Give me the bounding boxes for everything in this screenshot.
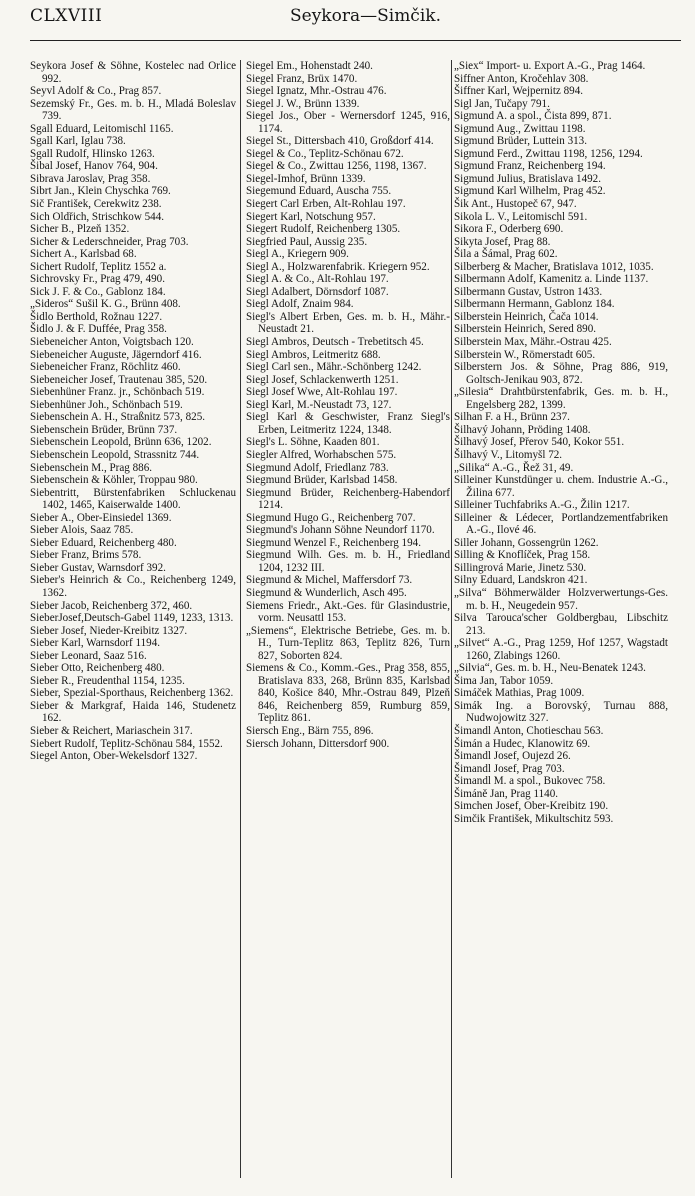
directory-entry: Šilhavý Josef, Přerov 540, Kokor 551. xyxy=(454,436,625,449)
directory-entry: Silbermann Gustav, Ustron 1433. xyxy=(454,285,603,298)
directory-entry: Sič František, Cerekwitz 238. xyxy=(30,198,162,211)
directory-entry: Siegl A., Holzwarenfabrik. Kriegern 952. xyxy=(246,260,430,273)
directory-entry: Šila a Šámal, Prag 602. xyxy=(454,248,558,261)
directory-entry: Silhan F. a H., Brünn 237. xyxy=(454,411,570,424)
directory-entry: Siegel Anton, Ober-Wekelsdorf 1327. xyxy=(30,750,198,763)
directory-entry: Siegmund Brüder, Reichenberg-Habendorf 1214. xyxy=(246,486,450,512)
directory-entry: Siebert Rudolf, Teplitz-Schönau 584, 1552. xyxy=(30,737,223,750)
directory-entry: Šima Jan, Tabor 1059. xyxy=(454,674,554,687)
directory-entry: „Silva“ Böhmerwälder Holzverwertungs-Ges. m. b. H., Neugedein 957. xyxy=(454,586,668,612)
directory-entry: Siegl's Albert Erben, Ges. m. b. H., Mähr.-Neustadt 21. xyxy=(246,310,450,336)
directory-entry: Siemens & Co., Komm.-Ges., Prag 358, 855, Bratislava 833, 268, Brünn 835, Karlsbad 840, Košice 840, Mhr.-Ostrau 849, Plzeň 846, Reichenberg 859, Rumburg 859, Teplitz 861. xyxy=(246,662,450,725)
directory-entry: Siebenhüner Franz. jr., Schönbach 519. xyxy=(30,386,205,399)
directory-entry: SieberJosef,Deutsch-Gabel 1149, 1233, 1313. xyxy=(30,612,234,625)
directory-entry: Siebenschein Leopold, Strassnitz 744. xyxy=(30,448,200,461)
directory-entry: Silling & Knoflíček, Prag 158. xyxy=(454,549,591,562)
directory-entry: Siebenschein M., Prag 886. xyxy=(30,461,153,474)
directory-entry: Sieber Jacob, Reichenberg 372, 460. xyxy=(30,599,193,612)
directory-entry: Siebenschein Brüder, Brünn 737. xyxy=(30,423,178,436)
directory-entry: Siegl A., Kriegern 909. xyxy=(246,248,349,261)
directory-entry: Šimán a Hudec, Klanowitz 69. xyxy=(454,737,591,750)
directory-entry: „Siemens“, Elektrische Betriebe, Ges. m. b. H., Turn-Teplitz 863, Teplitz 826, Turn 827, Soborten 824. xyxy=(246,624,450,662)
directory-entry: Siegl Ambros, Deutsch - Trebetitsch 45. xyxy=(246,336,424,349)
directory-entry: Siebenschein Leopold, Brünn 636, 1202. xyxy=(30,436,212,449)
directory-entry: Sgall Rudolf, Hlinsko 1263. xyxy=(30,147,155,160)
directory-entry: Šimandl M. a spol., Bukovec 758. xyxy=(454,775,606,788)
directory-entry: Sigmund Franz, Reichenberg 194. xyxy=(454,160,606,173)
directory-entry: Silleiner Kunstdünger u. chem. Industrie A.-G., Žilina 677. xyxy=(454,474,668,499)
directory-entry: Siegler Alfred, Worhabschen 575. xyxy=(246,448,397,461)
directory-entry: Sieber Otto, Reichenberg 480. xyxy=(30,662,165,675)
directory-column-3 xyxy=(454,60,668,1178)
directory-entry: Sgall Karl, Iglau 738. xyxy=(30,135,126,148)
directory-entry: Siegel Franz, Brüx 1470. xyxy=(246,72,358,85)
directory-entry: Siebentritt, Bürstenfabriken Schluckenau 1402, 1465, Kaiserwalde 1400. xyxy=(30,486,236,512)
directory-entry: Siemens Friedr., Akt.-Ges. für Glasindustrie, vorm. Neusattl 153. xyxy=(246,599,450,625)
directory-entry: Sieber Karl, Warnsdorf 1194. xyxy=(30,637,161,650)
directory-entry: Siegert Karl, Notschung 957. xyxy=(246,210,376,223)
directory-entry: Sieber Josef, Nieder-Kreibitz 1327. xyxy=(30,624,188,637)
directory-column-2 xyxy=(246,60,450,1178)
directory-entry: Siegel-Imhof, Brünn 1339. xyxy=(246,172,366,185)
directory-entry: Sieber R., Freudenthal 1154, 1235. xyxy=(30,674,185,687)
directory-entry: „Silvia“, Ges. m. b. H., Neu-Benatek 1243. xyxy=(454,662,646,675)
directory-entry: Siegel & Co., Zwittau 1256, 1198, 1367. xyxy=(246,160,427,173)
directory-entry: Siersch Johann, Dittersdorf 900. xyxy=(246,737,390,750)
directory-entry: „Sideros“ Sušil K. G., Brünn 408. xyxy=(30,298,181,311)
directory-entry: Sick J. F. & Co., Gablonz 184. xyxy=(30,285,166,298)
directory-entry: Šidlo Berthold, Rožnau 1227. xyxy=(30,310,163,323)
directory-entry: Silberstein W., Römerstadt 605. xyxy=(454,348,596,361)
directory-entry: Siegemund Eduard, Auscha 755. xyxy=(246,185,392,198)
directory-entry: Siegl Ambros, Leitmeritz 688. xyxy=(246,348,381,361)
directory-entry: Seykora Josef & Söhne, Kostelec nad Orlice 992. xyxy=(30,60,236,85)
directory-entry: Siegel St., Dittersbach 410, Großdorf 414. xyxy=(246,135,434,148)
page-number: CLXVIII xyxy=(30,6,103,26)
directory-entry: Siebeneicher Josef, Trautenau 385, 520. xyxy=(30,373,208,386)
directory-entry: Siegel Ignatz, Mhr.-Ostrau 476. xyxy=(246,85,387,98)
directory-entry: Siegfried Paul, Aussig 235. xyxy=(246,235,368,248)
directory-entry: Sillingrová Marie, Jinetz 530. xyxy=(454,561,587,574)
directory-entry: Sigmund Aug., Zwittau 1198. xyxy=(454,122,586,135)
directory-entry: Seyvl Adolf & Co., Prag 857. xyxy=(30,85,162,98)
column-divider xyxy=(451,60,452,1178)
directory-entry: Siegl A. & Co., Alt-Rohlau 197. xyxy=(246,273,389,286)
directory-entry: Siegert Rudolf, Reichenberg 1305. xyxy=(246,223,401,236)
directory-entry: Sikyta Josef, Prag 88. xyxy=(454,235,551,248)
directory-entry: Sieber A., Ober-Einsiedel 1369. xyxy=(30,511,172,524)
directory-entry: Sichert Rudolf, Teplitz 1552 a. xyxy=(30,260,167,273)
directory-entry: Sieber Franz, Brims 578. xyxy=(30,549,142,562)
directory-entry: Sieber Leonard, Saaz 516. xyxy=(30,649,147,662)
directory-entry: Šilhavý Johann, Pröding 1408. xyxy=(454,423,591,436)
directory-entry: „Siex“ Import- u. Export A.-G., Prag 1464. xyxy=(454,60,646,72)
directory-entry: Siegl Karl, M.-Neustadt 73, 127. xyxy=(246,398,392,411)
directory-entry: Sieber Gustav, Warnsdorf 392. xyxy=(30,561,166,574)
directory-entry: Sieber Alois, Saaz 785. xyxy=(30,524,134,537)
directory-entry: Siegmund Brüder, Karlsbad 1458. xyxy=(246,474,398,487)
directory-entry: Šimandl Josef, Oujezd 26. xyxy=(454,750,571,763)
directory-entry: Siegmund Adolf, Friedlanz 783. xyxy=(246,461,389,474)
directory-entry: Šik Ant., Hustopeč 67, 947. xyxy=(454,198,577,211)
directory-entry: Silberberg & Macher, Bratislava 1012, 1035. xyxy=(454,260,654,273)
directory-entry: Silva Tarouca'scher Goldbergbau, Libschitz 213. xyxy=(454,612,668,637)
directory-entry: Sigl Jan, Tučapy 791. xyxy=(454,97,550,110)
page-header xyxy=(30,6,681,34)
directory-entry: Siffner Anton, Kročehlav 308. xyxy=(454,72,589,85)
directory-entry: Simáček Mathias, Prag 1009. xyxy=(454,687,585,700)
directory-entry: Siegmund's Johann Söhne Neundorf 1170. xyxy=(246,524,435,537)
directory-entry: Siegmund Wenzel F., Reichenberg 194. xyxy=(246,536,421,549)
directory-entry: Sichrovsky Fr., Prag 479, 490. xyxy=(30,273,165,286)
header-rule xyxy=(30,40,681,41)
directory-entry: Silberstern Jos. & Söhne, Prag 886, 919, Goltsch-Jenikau 903, 872. xyxy=(454,361,668,386)
directory-entry: Šiffner Karl, Wejpernitz 894. xyxy=(454,85,584,98)
directory-entry: Siebenschein & Köhler, Troppau 980. xyxy=(30,474,198,487)
directory-entry: Siegel J. W., Brünn 1339. xyxy=(246,97,360,110)
directory-entry: Šibal Josef, Hanov 764, 904. xyxy=(30,160,158,173)
directory-entry: Silberstein Heinrich, Sered 890. xyxy=(454,323,597,336)
directory-entry: Siegmund Hugo G., Reichenberg 707. xyxy=(246,511,416,524)
directory-entry: Sibrava Jaroslav, Prag 358. xyxy=(30,172,151,185)
directory-entry: Siegel Em., Hohenstadt 240. xyxy=(246,60,373,72)
directory-entry: Sieber & Markgraf, Haida 146, Studenetz 162. xyxy=(30,699,236,725)
directory-entry: Siersch Eng., Bärn 755, 896. xyxy=(246,724,374,737)
directory-entry: Sezemský Fr., Ges. m. b. H., Mladá Boleslav 739. xyxy=(30,97,236,123)
directory-entry: Siegl Josef Wwe, Alt-Rohlau 197. xyxy=(246,386,398,399)
directory-entry: Sieber's Heinrich & Co., Reichenberg 1249, 1362. xyxy=(30,574,236,599)
directory-entry: Silberstein Max, Mähr.-Ostrau 425. xyxy=(454,336,612,349)
directory-entry: Šimandl Anton, Chotieschau 563. xyxy=(454,724,604,737)
directory-entry: Sikola L. V., Leitomischl 591. xyxy=(454,210,588,223)
directory-entry: Silleiner & Lédecer, Portlandzementfabriken A.-G., Ilové 46. xyxy=(454,511,668,537)
directory-entry: Sich Oldřich, Strischkow 544. xyxy=(30,210,165,223)
directory-entry: Sichert A., Karlsbad 68. xyxy=(30,248,137,261)
directory-entry: Siegmund & Wunderlich, Asch 495. xyxy=(246,586,407,599)
directory-entry: Sigmund Ferd., Zwittau 1198, 1256, 1294. xyxy=(454,147,643,160)
directory-entry: Silbermann Adolf, Kamenitz a. Linde 1137. xyxy=(454,273,649,286)
directory-entry: Siller Johann, Gossengrün 1262. xyxy=(454,536,599,549)
directory-entry: Siegl Josef, Schlackenwerth 1251. xyxy=(246,373,399,386)
directory-entry: Silny Eduard, Landskron 421. xyxy=(454,574,588,587)
directory-entry: Sikora F., Oderberg 690. xyxy=(454,223,564,236)
directory-entry: Simchen Josef, Ober-Kreibitz 190. xyxy=(454,800,609,813)
directory-entry: Siebeneicher Anton, Voigtsbach 120. xyxy=(30,336,194,349)
directory-entry: Siegmund & Michel, Maffersdorf 73. xyxy=(246,574,413,587)
directory-entry: Sigmund Karl Wilhelm, Prag 452. xyxy=(454,185,606,198)
directory-entry: Siegl Karl & Geschwister, Franz Siegl's Erben, Leitmeritz 1224, 1348. xyxy=(246,411,450,436)
directory-entry: „Silika“ A.-G., Řež 31, 49. xyxy=(454,461,574,474)
directory-entry: Simčik František, Mikultschitz 593. xyxy=(454,812,614,825)
directory-entry: Sigmund Julius, Bratislava 1492. xyxy=(454,172,601,185)
directory-entry: Siegl Adolf, Znaim 984. xyxy=(246,298,354,311)
directory-column-1 xyxy=(30,60,236,1178)
directory-entry: Sigmund Brüder, Luttein 313. xyxy=(454,135,587,148)
directory-entry: Siegel & Co., Teplitz-Schönau 672. xyxy=(246,147,404,160)
directory-entry: Siegmund Wilh. Ges. m. b. H., Friedland 1204, 1232 III. xyxy=(246,549,450,574)
directory-entry: Sgall Eduard, Leitomischl 1165. xyxy=(30,122,174,135)
directory-entry: Šilhavý V., Litomyšl 72. xyxy=(454,448,563,461)
directory-entry: Siegert Carl Erben, Alt-Rohlau 197. xyxy=(246,198,406,211)
directory-entry: Šimáně Jan, Prag 1140. xyxy=(454,787,559,800)
directory-entry: Sieber, Spezial-Sporthaus, Reichenberg 1362. xyxy=(30,687,234,700)
directory-entry: Siegel Jos., Ober - Wernersdorf 1245, 916, 1174. xyxy=(246,110,450,135)
directory-entry: Siegl Carl sen., Mähr.-Schönberg 1242. xyxy=(246,361,422,374)
directory-entry: Siebeneicher Franz, Röchlitz 460. xyxy=(30,361,181,374)
directory-entry: Sieber Eduard, Reichenberg 480. xyxy=(30,536,177,549)
directory-entry: Simák Ing. a Borovský, Turnau 888, Nudwojowitz 327. xyxy=(454,699,668,725)
directory-entry: Siegl's L. Söhne, Kaaden 801. xyxy=(246,436,380,449)
directory-entry: Sicher & Lederschneider, Prag 703. xyxy=(30,235,189,248)
directory-entry: Šimandl Josef, Prag 703. xyxy=(454,762,565,775)
directory-entry: „Silesia“ Drahtbürstenfabrik, Ges. m. b. H., Engelsberg 282, 1399. xyxy=(454,386,668,411)
directory-entry: Silleiner Tuchfabriks A.-G., Žilin 1217. xyxy=(454,499,630,512)
directory-entry: Siegl Adalbert, Dörnsdorf 1087. xyxy=(246,285,389,298)
directory-entry: Siebeneicher Auguste, Jägerndorf 416. xyxy=(30,348,202,361)
directory-entry: Šidlo J. & F. Duffée, Prag 358. xyxy=(30,323,167,336)
directory-entry: Sicher B., Plzeň 1352. xyxy=(30,223,130,236)
directory-entry: „Silvet“ A.-G., Prag 1259, Hof 1257, Wagstadt 1260, Zlabings 1260. xyxy=(454,637,668,662)
directory-entry: Silberstein Heinrich, Čača 1014. xyxy=(454,310,599,323)
directory-entry: Silbermann Hermann, Gablonz 184. xyxy=(454,298,615,311)
directory-entry: Sieber & Reichert, Mariaschein 317. xyxy=(30,724,193,737)
directory-entry: Siebenhüner Joh., Schönbach 519. xyxy=(30,398,183,411)
directory-entry: Sibrt Jan., Klein Chyschka 769. xyxy=(30,185,171,198)
running-head: Seykora—Simčik. xyxy=(290,6,441,26)
column-divider xyxy=(240,60,241,1178)
directory-entry: Siebenschein A. H., Straßnitz 573, 825. xyxy=(30,411,206,424)
directory-entry: Sigmund A. a spol., Čista 899, 871. xyxy=(454,110,612,123)
